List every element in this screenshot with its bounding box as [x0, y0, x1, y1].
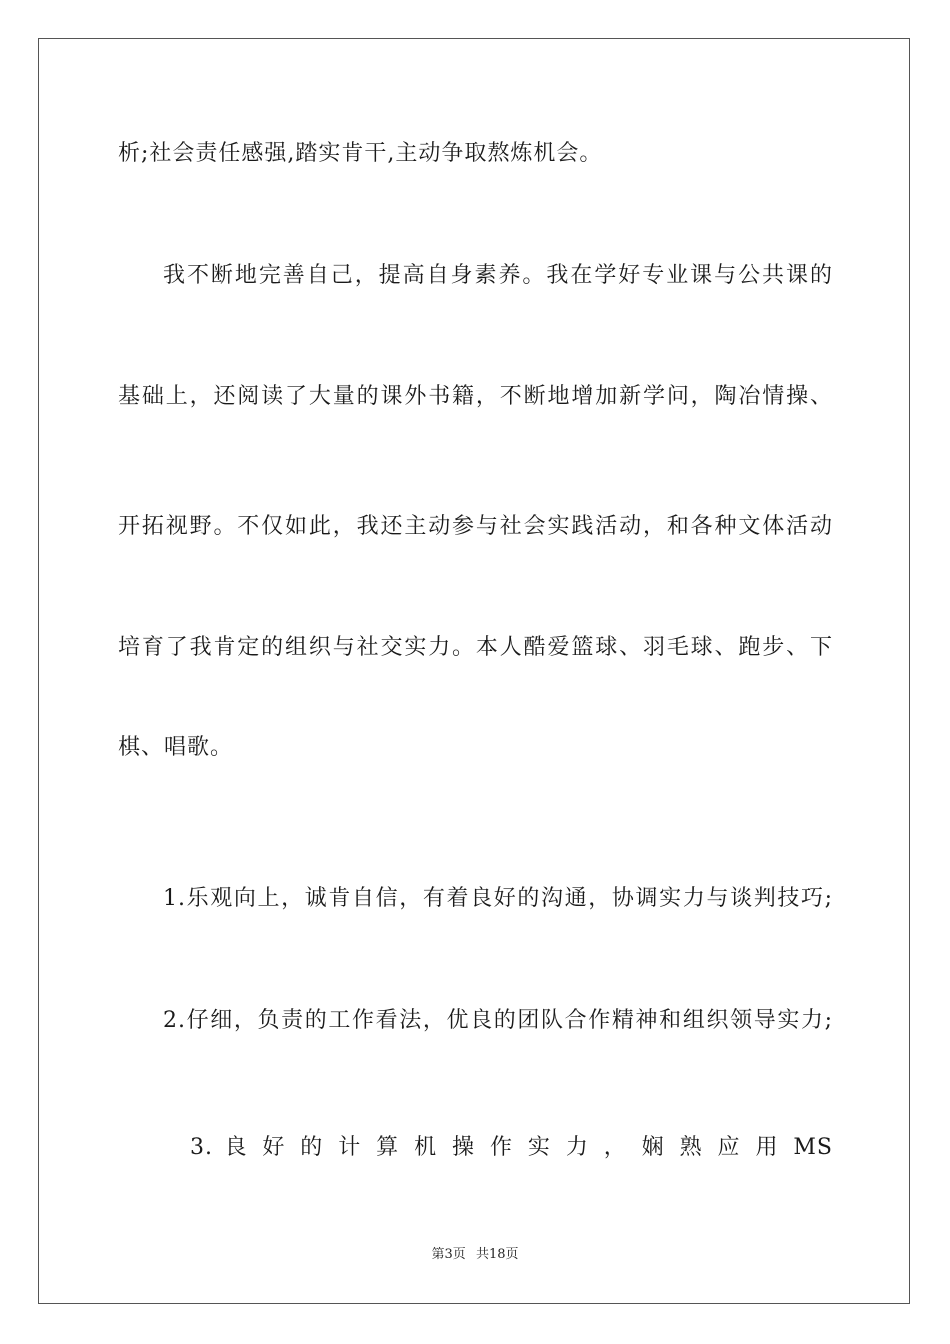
- paragraph-line-6: 棋、唱歌。: [118, 735, 234, 760]
- page-total: 共18页: [475, 1247, 519, 1262]
- page-footer: [0, 1246, 950, 1264]
- list-item-2: 2.仔细，负责的工作看法，优良的团队合作精神和组织领导实力;: [163, 1008, 833, 1033]
- paragraph-line-1: 析;社会责任感强,踏实肯干,主动争取熬炼机会。: [118, 141, 603, 166]
- paragraph-line-2: 我不断地完善自己，提高自身素养。我在学好专业课与公共课的: [163, 263, 833, 288]
- paragraph-line-4: 开拓视野。不仅如此，我还主动参与社会实践活动，和各种文体活动: [118, 514, 833, 539]
- page-number: 第3页: [431, 1247, 466, 1262]
- page-border: [38, 38, 910, 1304]
- paragraph-line-5: 培育了我肯定的组织与社交实力。本人酷爱篮球、羽毛球、跑步、下: [118, 635, 833, 660]
- list-item-1: 1.乐观向上，诚肯自信，有着良好的沟通，协调实力与谈判技巧;: [163, 886, 833, 911]
- list-item-3: 3. 良 好 的 计 算 机 操 作 实 力 ， 娴 熟 应 用 MS: [190, 1135, 833, 1160]
- paragraph-line-3: 基础上，还阅读了大量的课外书籍，不断地增加新学问，陶冶情操、: [118, 384, 833, 409]
